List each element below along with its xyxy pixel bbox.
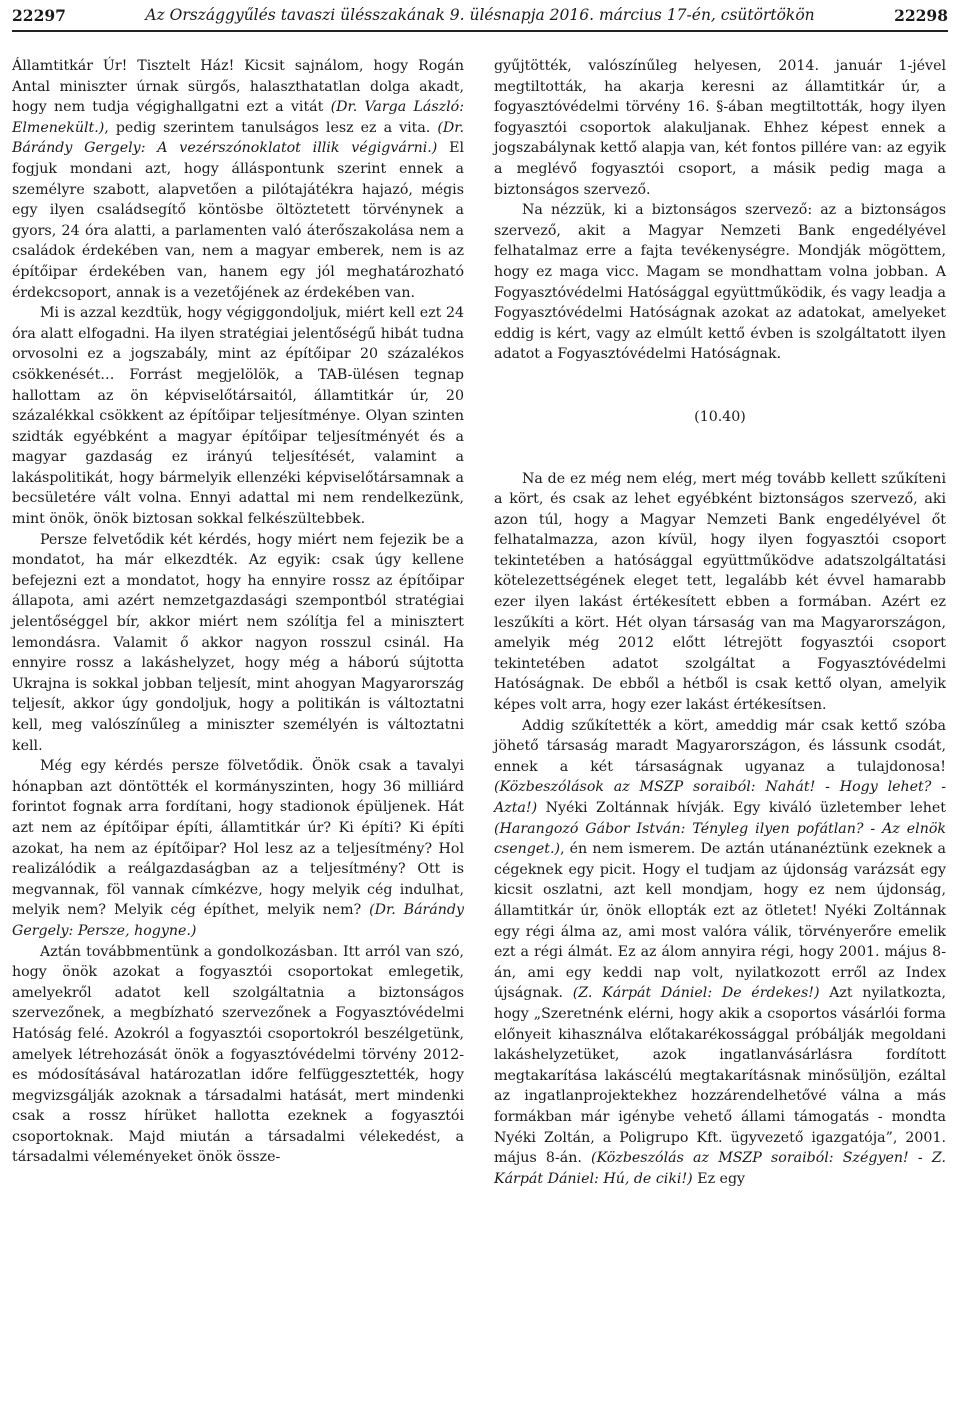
- page-header: [12, 0, 948, 32]
- paragraph: Addig szűkítették a kört, ameddig már csak kettő szóba jöhető társaság maradt Magyarországon, és lássunk csodát, ennek a két társaságnak ugyanaz a tulajdonosa! (Közbeszólások az MSZP soraiból: Nahát! - Hogy lehet? - Azta!) Nyéki Zoltánnak hívják. Egy kiváló üzletember lehet (Harangozó Gábor István: Tényleg ilyen pofátlan? - Az elnök csenget.), én nem ismerem. De aztán utánanéztünk ezeknek a cégeknek egy picit. Hogy el tudjam az újdonság varázsát egy kicsit oszlatni, azt kell mondjam, hogy ez nem újdonság, államtitkár úr, önök ellopták ezt az ötletet! Nyéki Zoltánnak egy régi álma az, ami most valóra válik, törvényerőre emelik ezt a régi álmát. Ez az álom annyira régi, hogy 2001. május 8-án, ami egy keddi nap volt, nyilatkozott erről az Index újságnak. (Z. Kárpát Dániel: De érdekes!) Azt nyilatkozta, hogy „Szeretnénk elérni, hogy akik a csoportos vásárlói forma előnyeit kihasználva előtakarékossággal próbálják megoldani lakáshelyzetüket, azok ingatlanvásárlásra fordított megtakarítása lakáscélú megtakarításnak minősüljön, ezáltal az ingatlanprojektekhez hozzárendelhetővé válna a más formákban már igénybe vehető állami támogatás - mondta Nyéki Zoltán, a Poligrupo Kft. ügyvezető igazgatója”, 2001. május 8-án. (Közbeszólás az MSZP soraiból: Szégyen! - Z. Kárpát Dániel: Hú, de cikі!) Ez egy: [494, 717, 946, 1187]
- paragraph: Államtitkár Úr! Tisztelt Ház! Kicsit sajnálom, hogy Rogán Antal miniszter úrnak sürgős, halaszthatatlan dolga akadt, hogy nem tudja végighallgatni ezt a vitát (Dr. Varga László: Elmenekült.), pedig szerintem tanulságos lesz ez a vita. (Dr. Bárándy Gergely: A vezérszónoklatot illik végigvárni.) El fogjuk mondani azt, hogy álláspontunk szerint ennek a személyre szabott, alapvetően a pilótajátékra hajazó, mégis egy ilyen családsegítő köntösbe öltöztetett törvénynek a gyors, 24 óra alatti, a parlamenten való áterőszakolása nem a családok érdekében van, nem a magyar emberek, nem is az építőipar érdekében van, hanem egy jól meghatározható érdekcsoport, annak is a vezetőjének az érdekében van.: [12, 58, 465, 301]
- page-number-right: 22298: [894, 5, 948, 25]
- right-column: [494, 56, 946, 1189]
- paragraph: Persze felvetődik két kérdés, hogy miért nem fejezik be a mondatot, ha már elkezdték. Az egyik: csak úgy kellene befejezni ezt a mondatot, hogy ha ennyire rossz az építőipar állapota, ami azért nemzetgazdasági szempontból stratégiai jelentőséggel bír, akkor miért nem szólítja fel a minisztert lemondásra. Valamit ő akkor nagyon rosszul csinál. Ha ennyire rossz a lakáshelyzet, hogy még a háború sújtotta Ukrajna is sokkal jobban teljesít, mint ahogyan Magyarország teljesít, akkor úgy gondoljuk, hogy a politikán is változtatni kell, meg valószínűleg a miniszter személyén is változtatni kell.: [12, 531, 464, 754]
- header-title: Az Országgyűlés tavaszi ülésszakának 9. ülésnapja 2016. március 17-én, csütörtökön: [145, 6, 815, 24]
- paragraph: gyűjtötték, valószínűleg helyesen, 2014. január 1-jével megtiltották, ha akarja keresni az államtitkár úr, a fogyasztóvédelmi törvény 16. §-ában megtiltották, hogy ilyen fogyasztói csoportok alakuljanak. Ehhez képest ennek a jogszabálynak kettő alapja van, két fontos pillére van: az egyik a meglévő fogyasztói csoport, a másik pedig maga a biztonságos szervező.: [494, 58, 946, 198]
- paragraph: Na de ez még nem elég, mert még tovább kellett szűkíteni a kört, és csak az lehet egyébként biztonságos szervező, aki azon túl, hogy a Magyar Nemzeti Bank engedélyével őt felhatalmazza, azon kívül, hogy ilyen fogyasztói csoport tekintetében a hatósággal együttműködve adatszolgáltatási kötelezettségének eleget tett, legalább két évvel hamarabb ezer ilyen lakást értékesített ebben a formában. Azért ez leszűkíti a kört. Hét olyan társaság van ma Magyarországon, amelyik még 2012 előtt létrejött fogyasztói csoport tekintetében adatot szolgáltat a Fogyasztóvédelmi Hatóságnak. De ebből a hétből is csak kettő olyan, amelyik képes volt arra, hogy ezer lakást értékesítsen.: [494, 470, 946, 714]
- page-number-left: 22297: [12, 5, 66, 25]
- left-column: [12, 56, 464, 1168]
- paragraph: Még egy kérdés persze fölvetődik. Önök csak a tavalyi hónapban azt döntötték el kormányszinten, hogy 36 milliárd forintot fognak arra fordítani, hogy stadionok épüljenek. Hát azt nem az építőipar építi, államtitkár úr? Ki építi? Ki építi azokat, ha nem az építőipar? Hol lesz az a teljesítmény? Hol realizálódik a reálgazdaságban az a teljesítmény? Ott is megvannak, föl vannak címkézve, hogy melyik cég indulhat, melyik nem? Melyik cég építhet, melyik nem? (Dr. Bárándy Gergely: Persze, hogyne.): [12, 758, 464, 939]
- paragraph: Aztán továbbmentünk a gondolkozásban. Itt arról van szó, hogy önök azokat a fogyasztói csoportokat emlegetik, amelyekről adatot kell szolgáltatnia a biztonságos szervezőnek, a megbízható szervezőnek a Fogyasztóvédelmi Hatóság felé. Azokról a fogyasztói csoportokról beszélgetünk, amelyek létrehozását önök a fogyasztóvédelmi törvény 2012-es módosításával határozatlan időre felfüggesztették, hogy megvizsgálják azoknak a társadalmi hatását, mert mindenki csak a rossz hírüket hallotta ezeknek a fogyasztói csoportoknak. Majd miután a társadalmi vélekedést, a társadalmi véleményeket önök össze-: [12, 943, 464, 1166]
- paragraph: Na nézzük, ki a biztonságos szervező: az a biztonságos szervező, akit a Magyar Nemzeti Bank engedélyével felhatalmaz erre a fajta tevékenységre. Mondják mögöttem, hogy ez maga vicc. Magam se mondhattam volna jobban. A Fogyasztóvédelmi Hatósággal együttműködik, és vagy leadja a Fogyasztóvédelmi Hatóságnak azokat az adatokat, amelyeket eddig is kért, vagy az elmúlt kettő évben is szolgáltatott ilyen adatot a Fogyasztóvédelmi Hatóságnak.: [494, 202, 946, 363]
- timestamp: (10.40): [694, 408, 746, 425]
- paragraph: Mi is azzal kezdtük, hogy végiggondoljuk, miért kell ezt 24 óra alatt elfogadni. Ha ilyen stratégiai jelentőségű hibát tudna orvosolni ez a jogszabály, mint az építőipar 20 százalékos csökkenését… Forrást megjelölök, a TAB-ülésen tegnap hallottam az ön képviselőtársaitól, államtitkár úr, 20 százalékkal csökkent az építőipar teljesítménye. Olyan szinten szidták egyébként a magyar építőipar teljesítményét és a magyar gazdaság ez irányú teljesítését, valamint a lakáspolitikát, hogy bármelyik ellenzéki képviselőtársamnak a becsületére vált volna. Ennyi adattal mi nem rendelkezünk, mint önök, önök biztosan sokkal felkészültebbek.: [12, 305, 464, 528]
